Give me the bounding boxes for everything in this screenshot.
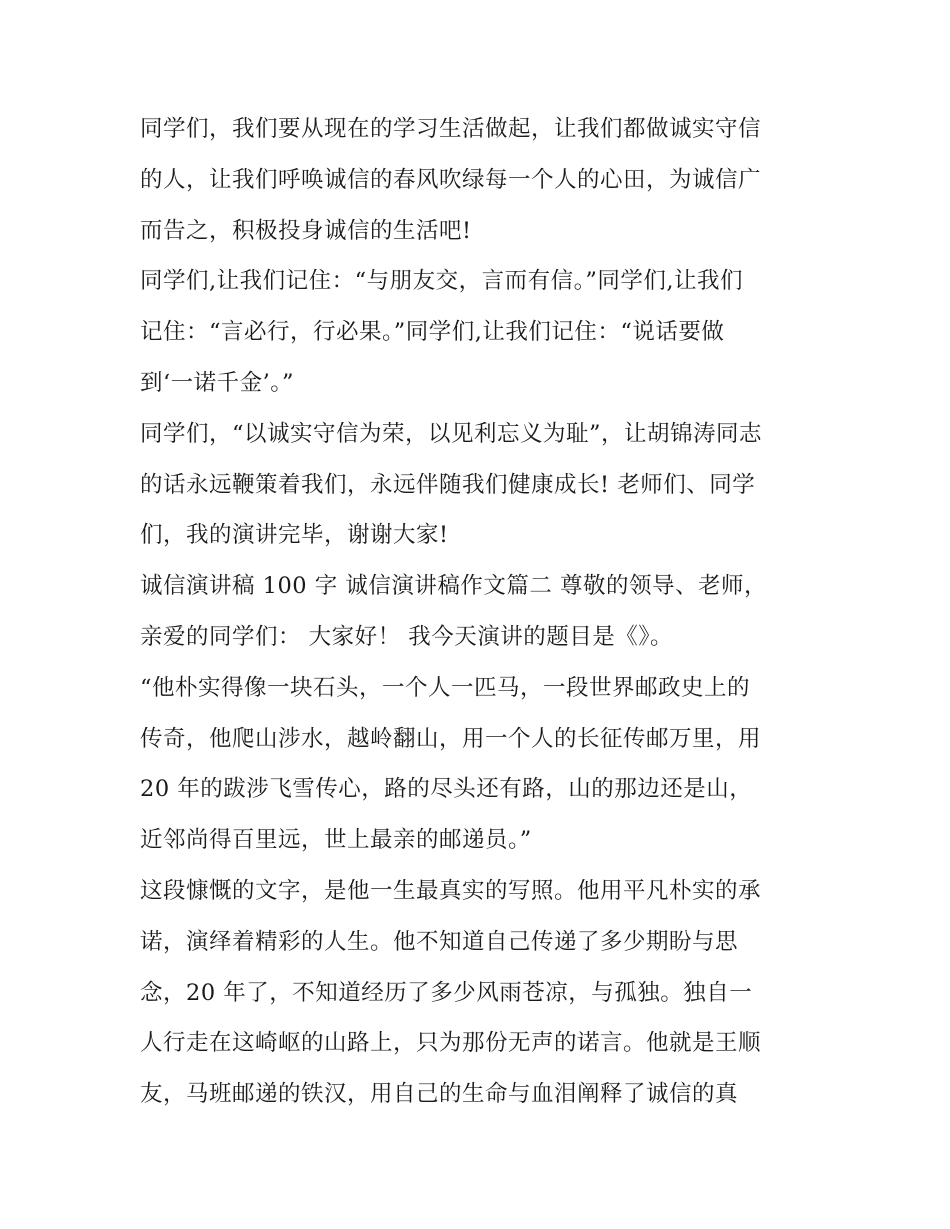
text-line: 们，我的演讲完毕，谢谢大家! (140, 522, 449, 549)
text-line: 近邻尚得百里远，世上最亲的邮递员。” (140, 827, 532, 854)
text-line: 记住：“言必行，行必果。”同学们,让我们记住：“说话要做 (140, 319, 725, 346)
text-line: 同学们，“以诚实守信为荣，以见利忘义为耻”，让胡锦涛同志 (140, 420, 763, 447)
text-line: 的话永远鞭策着我们，永远伴随我们健康成长! 老师们、同学 (140, 471, 756, 498)
text-line: 诺，演绎着精彩的人生。他不知道自己传递了多少期盼与思 (140, 928, 739, 955)
text-line: 亲爱的同学们： 大家好！ 我今天演讲的题目是《》。 (140, 623, 674, 650)
text-line: 到‘一诺千金’。” (140, 369, 295, 396)
text-line: 这段慷慨的文字，是他一生最真实的写照。他用平凡朴实的承 (140, 877, 762, 904)
text-line: 的人，让我们呼唤诚信的春风吹绿每一个人的心田，为诚信广 (140, 166, 762, 193)
document-body (140, 104, 820, 1120)
text-line: 同学们,让我们记住：“与朋友交，言而有信。”同学们,让我们 (140, 268, 744, 295)
text-line: 友，马班邮递的铁汉，用自己的生命与血泪阐释了诚信的真 (140, 1081, 739, 1108)
text-line: “他朴实得像一块石头，一个人一匹马，一段世界邮政史上的 (140, 674, 751, 701)
text-line: 传奇，他爬山涉水，越岭翻山，用一个人的长征传邮万里，用 (140, 725, 762, 752)
text-line: 20 年的跋涉飞雪传心，路的尽头还有路，山的那边还是山， (140, 776, 753, 803)
text-line: 人行走在这崎岖的山路上，只为那份无声的诺言。他就是王顺 (140, 1030, 762, 1057)
text-line: 同学们，我们要从现在的学习生活做起，让我们都做诚实守信 (140, 116, 762, 142)
text-line: 念，20 年了，不知道经历了多少风雨苍凉，与孤独。独自一 (140, 979, 753, 1006)
text-line: 诚信演讲稿 100 字 诚信演讲稿作文篇二 尊敬的领导、老师， (140, 573, 768, 600)
text-line: 而告之，积极投身诚信的生活吧! (140, 217, 472, 244)
